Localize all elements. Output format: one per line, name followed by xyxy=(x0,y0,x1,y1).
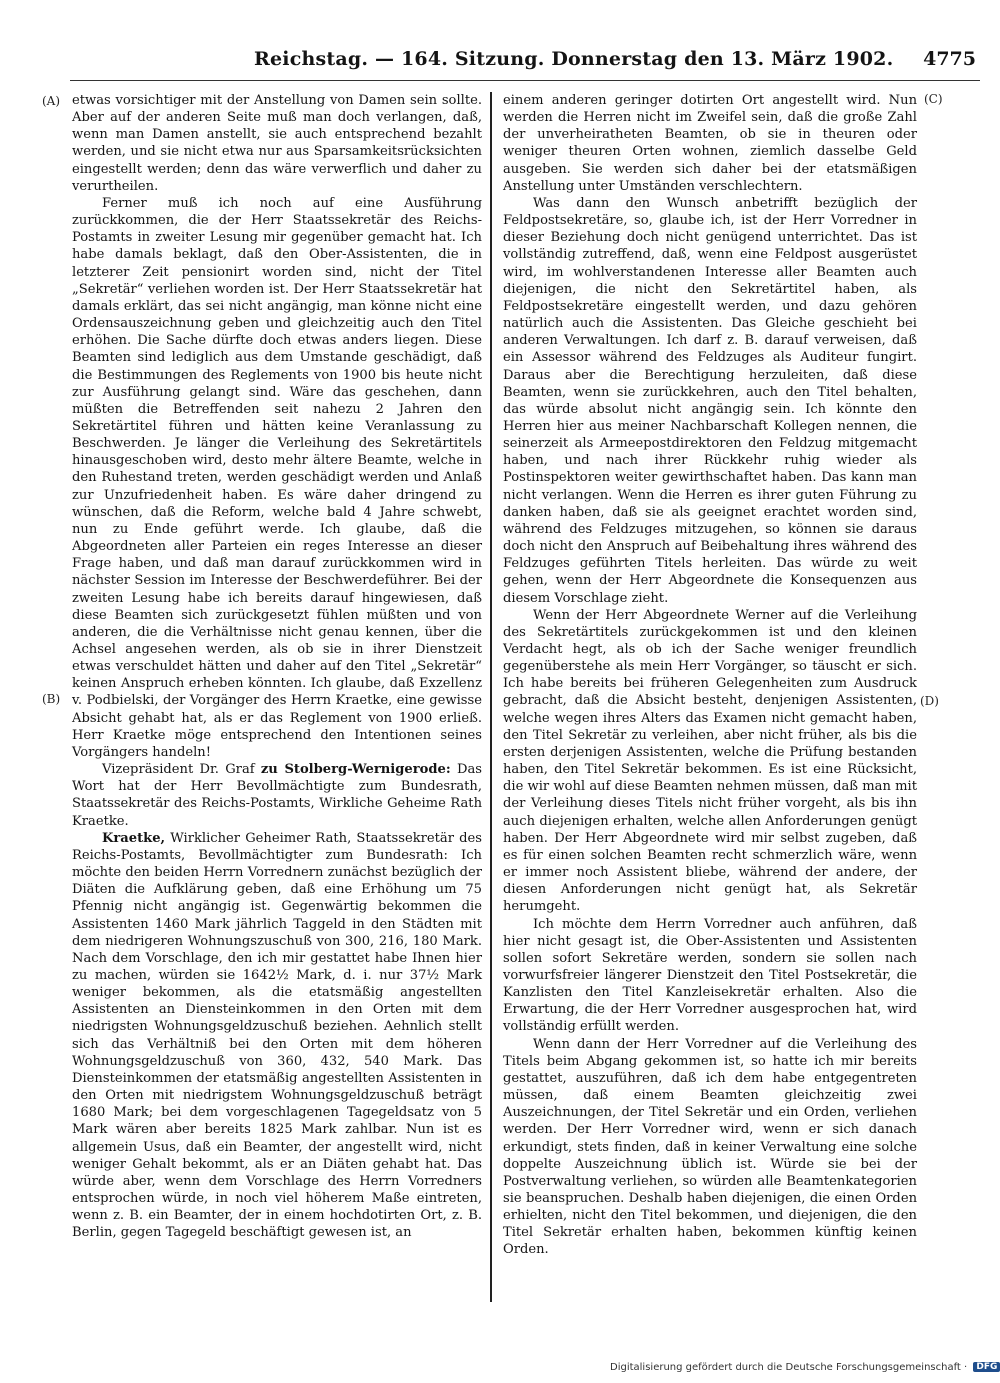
speaker-name-kraetke: Kraetke, xyxy=(102,830,166,846)
digitization-footer xyxy=(610,1362,998,1378)
left-paragraph-3 xyxy=(72,761,482,830)
right-paragraph-3: Wenn der Herr Abgeordnete Werner auf die Verleihung des Sekretärtitels zurückgekommen ist und den kleinen Verdacht hegt, als ob ich der Sache weniger freundlich gegenüberstehe als mein Herr Vorgänger, so täuscht er sich. Ich habe bereits bei früheren Gelegenheiten zum Ausdruck gebracht, daß die Absicht besteht, denjenigen Assistenten, welche wegen ihres Alters das Examen nicht gemacht haben, den Titel Sekretär zu verleihen, aber nicht früher, als bis die ersten derjenigen Assistenten, welche die Prüfung bestanden haben, den Titel Sekretär bekommen. Es ist eine Rücksicht, die wir wohl auf diese Beamten nehmen müssen, daß man mit der Verleihung dieses Titels nicht früher vorgeht, als bis ihn auch diejenigen erhalten, welche allen Anforderungen genügt haben. Der Herr Abgeordnete wird mir selbst zugeben, daß es für einen solchen Beamten recht schmerzlich wäre, wenn er immer noch Assistent bliebe, während der andere, der diesen Anforderungen nicht genügt hat, als Sekretär herumgeht. xyxy=(503,607,917,915)
dfg-logo-icon: DFG xyxy=(973,1362,1000,1372)
column-divider xyxy=(490,92,492,1302)
margin-marker-d: (D) xyxy=(920,694,939,708)
left-column xyxy=(72,92,482,1241)
page-header xyxy=(250,48,1000,78)
page-number: 4775 xyxy=(923,48,976,70)
right-paragraph-1: einem anderen geringer dotirten Ort angestellt wird. Nun werden die Herren nicht im Zweifel sein, daß die große Zahl der unverheiratheten Beamten, ob sie in theuren oder weniger theuren Orten wohnen, ziemlich dasselbe Geld ausgeben. Sie werden sich daher bei der etatsmäßigen Anstellung unter Umständen verschlechtern. xyxy=(503,93,917,194)
header-rule xyxy=(70,80,980,81)
margin-marker-a: (A) xyxy=(42,94,61,108)
left-paragraph-4 xyxy=(72,830,482,1242)
speaker-name-stolberg: zu Stolberg-Wernigerode: xyxy=(260,762,451,778)
margin-marker-b: (B) xyxy=(42,692,61,706)
left-paragraph-2: Ferner muß ich noch auf eine Ausführung zurückkommen, die der Herr Staatssekretär des Reichs-Postamts in zweiter Lesung mir gegenüber gemacht hat. Ich habe damals beklagt, daß den Ober-Assistenten, die in letzterer Zeit pensionirt worden sind, nicht der Titel „Sekretär“ verliehen worden ist. Der Herr Staatssekretär hat damals erklärt, das sei nicht angängig, man könne nicht eine Ordensauszeichnung geben und gleichzeitig auch den Titel erhöhen. Die Sache dürfte doch etwas anders liegen. Diese Beamten sind lediglich aus dem Umstande geschädigt, daß die Bestimmungen des Reglements von 1900 bis heute nicht zur Ausführung gelangt sind. Wäre das geschehen, dann müßten die Betreffenden seit nahezu 2 Jahren den Sekretärtitel führen und hätten keine Veranlassung zu Beschwerden. Je länger die Verleihung des Sekretärtitels hinausgeschoben wird, desto mehr ältere Beamte, welche in den Ruhestand treten, werden geschädigt werden und Anlaß zur Unzufriedenheit haben. Es wäre daher dringend zu wünschen, daß die Reform, welche bald 4 Jahre schwebt, nun zu Ende geführt werde. Ich glaube, daß die Abgeordneten aller Parteien ein reges Interesse an dieser Frage haben, und daß man darauf zurückkommen wird in nächster Session im Interesse der Beschwerdeführer. Bei der zweiten Lesung habe ich bereits darauf hingewiesen, daß diese Beamten sich zurückgesetzt fühlen müßten und von anderen, die die Verhältnisse nicht genau kennen, über die Achsel angesehen werden, als ob sie in ihrer Dienstzeit etwas verschuldet hätten und daher auf den Titel „Sekretär“ keinen Anspruch erheben könnten. Ich glaube, daß Exzellenz v. Podbielski, der Vorgänger des Herrn Kraetke, eine gewisse Absicht gehabt hat, als er das Reglement von 1900 erließ. Herr Kraetke möge entsprechend den Intentionen seines Vorgängers handeln! xyxy=(72,195,482,760)
left-paragraph-1: etwas vorsichtiger mit der Anstellung von Damen sein sollte. Aber auf der anderen Seite muß man doch verlangen, daß, wenn man Damen anstellt, sie auch entsprechend bezahlt werden, und sie nicht etwa nur aus Sparsamkeitsrücksichten eingestellt werden; denn das wäre verwerflich und daher zu verurtheilen. xyxy=(72,93,482,194)
running-title: Reichstag. — 164. Sitzung. Donnerstag den 13. März 1902. xyxy=(254,48,894,70)
footer-text: Digitalisierung gefördert durch die Deutsche Forschungsgemeinschaft · xyxy=(610,1362,968,1373)
speech-text: Wirklicher Geheimer Rath, Staatssekretär des Reichs-Postamts, Bevollmächtigter zum Bundesrath: Ich möchte den beiden Herrn Vorrednern zunächst bezüglich der Diäten die Aufklärung geben, daß eine Erhöhung um 75 Pfennig nicht angängig ist. Gegenwärtig bekommen die Assistenten 1460 Mark jährlich Taggeld in den Städten mit dem niedrigeren Wohnungszuschuß von 300, 216, 180 Mark. Nach dem Vorschlage, den ich mir gestattet habe Ihnen hier zu machen, würden sie 1642½ Mark, d. i. nur 37½ Mark weniger bekommen, als die etatsmäßig angestellten Assistenten an Diensteinkommen in den Orten mit dem niedrigsten Wohnungsgeldzuschuß beziehen. Aehnlich stellt sich das Verhältniß bei den Orten mit dem höheren Wohnungsgeldzuschuß von 360, 432, 540 Mark. Das Diensteinkommen der etatsmäßig angestellten Assistenten in den Orten mit niedrigstem Wohnungsgeldzuschuß beträgt 1680 Mark; bei dem vorgeschlagenen Tagegeldsatz von 5 Mark wären aber bereits 1825 Mark zahlbar. Nun ist es allgemein Usus, daß ein Beamter, der angestellt wird, nicht weniger Gehalt bekommt, als er an Diäten gehabt hat. Das würde aber, wenn dem Vorschlage des Herrn Vorredners entsprochen würde, in noch viel höherem Maße eintreten, wenn z. B. ein Beamter, der in einem hochdotirten Ort, z. B. Berlin, gegen Tagegeld beschäftigt gewesen ist, an xyxy=(72,830,482,1241)
margin-marker-c: (C) xyxy=(924,92,943,106)
speech-text: Das Wort hat der Herr Bevollmächtigte zum Bundesrath, Staatssekretär des Reichs-Postamts, Wirkliche Geheime Rath Kraetke. xyxy=(72,762,482,829)
speaker-intro: Vizepräsident Dr. Graf xyxy=(102,762,261,778)
right-paragraph-2: Was dann den Wunsch anbetrifft bezüglich der Feldpostsekretäre, so, glaube ich, ist der Herr Vorredner in dieser Beziehung doch nicht genügend unterrichtet. Das ist vollständig zutreffend, daß, wenn eine Feldpost ausgerüstet wird, im wohlverstandenen Interesse aller Beamten auch diejenigen, die nicht den Sekretärtitel haben, als Feldpostsekretäre eingestellt werden, und dazu gehören natürlich auch die Assistenten. Das Gleiche geschieht bei anderen Verwaltungen. Ich darf z. B. darauf verweisen, daß ein Assessor während des Feldzuges als Auditeur fungirt. Daraus aber die Berechtigung herzuleiten, daß diese Beamten, wenn sie zurückkehren, auch den Titel behalten, das würde absolut nicht angängig sein. Ich könnte den Herren hier aus meiner Nachbarschaft Kollegen nennen, die seinerzeit als Armeepostdirektoren den Feldzug mitgemacht haben, und nach ihrer Rückkehr ruhig wieder als Postinspektoren weiter gewirthschaftet haben. Das kann man nicht verlangen. Wenn die Herren es ihrer guten Führung zu danken haben, daß sie als geeignet erachtet worden sind, während des Feldzuges mitzugehen, so können sie daraus doch nicht den Anspruch auf Beibehaltung ihres während des Feldzuges geführten Titels herleiten. Das würde zu weit gehen, wenn der Herr Abgeordnete die Konsequenzen aus diesem Vorschlage zieht. xyxy=(503,195,917,606)
right-column xyxy=(503,92,917,1259)
right-paragraph-4: Ich möchte dem Herrn Vorredner auch anführen, daß hier nicht gesagt ist, die Ober-Assistenten und Assistenten sollen sofort Sekretäre werden, sondern sie sollen nach vorwurfsfreier längerer Dienstzeit den Titel Postsekretär, die Kanzlisten den Titel Kanzleisekretär erhalten. Also die Erwartung, die der Herr Vorredner ausgesprochen hat, wird vollständig erfüllt werden. xyxy=(503,916,917,1035)
right-paragraph-5: Wenn dann der Herr Vorredner auf die Verleihung des Titels beim Abgang gekommen ist, so hatte ich mir bereits gestattet, auszuführen, daß ich dem habe entgegentreten müssen, daß einem Beamten gleichzeitig zwei Auszeichnungen, der Titel Sekretär und ein Orden, verliehen werden. Der Herr Vorredner wird, wenn er sich danach erkundigt, stets finden, daß in keiner Verwaltung eine solche doppelte Auszeichnung üblich ist. Würde sie bei der Postverwaltung verliehen, so würden alle Beamtenkategorien sie beanspruchen. Deshalb haben diejenigen, die einen Orden erhielten, nicht den Titel bekommen, und diejenigen, die den Titel Sekretär erhalten haben, bekommen künftig keinen Orden. xyxy=(503,1036,917,1258)
